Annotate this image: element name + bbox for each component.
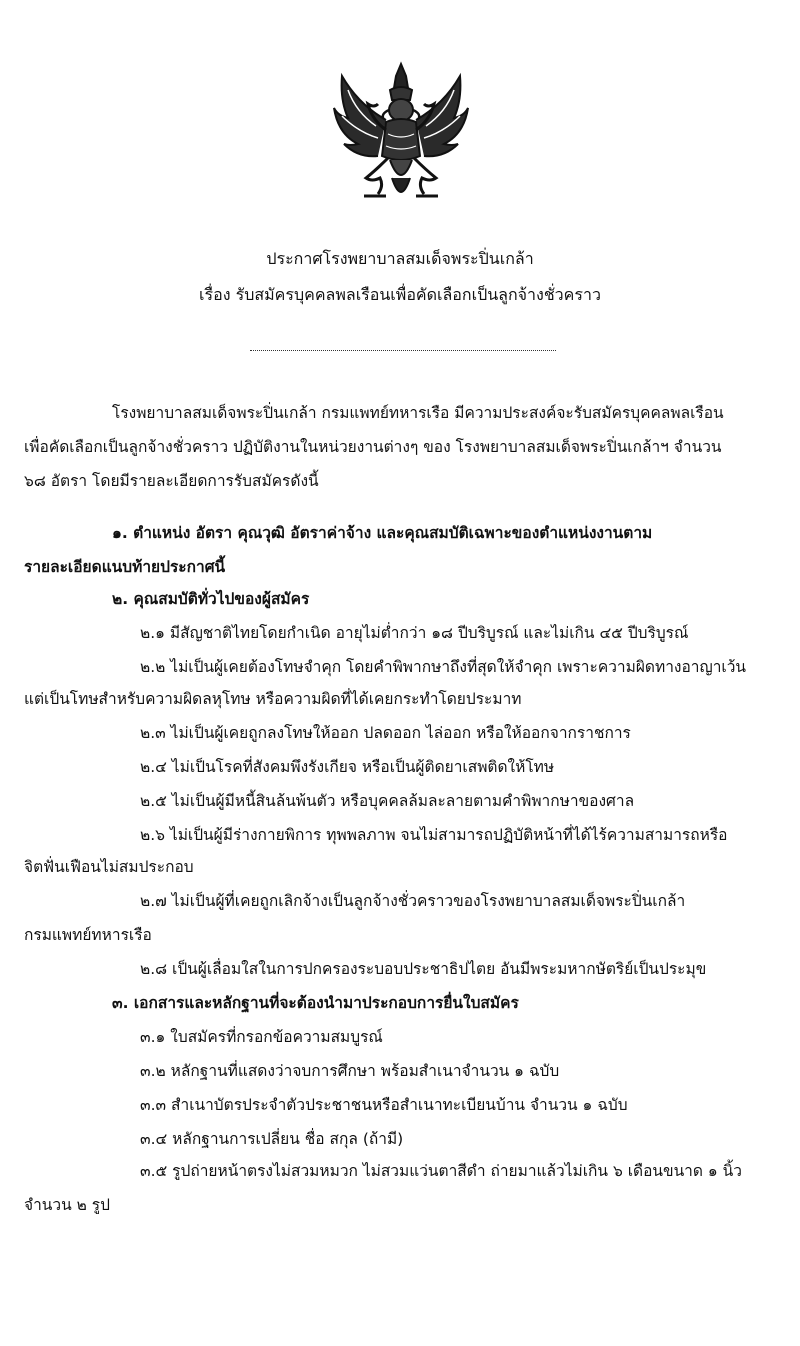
intro-line-3: ๖๘ อัตรา โดยมีรายละเอียดการรับสมัครดังนี้	[24, 472, 319, 490]
section3-item-3: ๓.๓ สำเนาบัตรประจำตัวประชาชนหรือสำเนาทะเบียนบ้าน จำนวน ๑ ฉบับ	[140, 1096, 628, 1114]
section2-item-6: ๒.๖ ไม่เป็นผู้มีร่างกายพิการ ทุพพลภาพ จนไม่สามารถปฏิบัติหน้าที่ได้ไร้ความสามารถหรือ	[140, 826, 728, 844]
announcement-subject: เรื่อง รับสมัครบุคคลพลเรือนเพื่อคัดเลือกเป็นลูกจ้างชั่วคราว	[199, 285, 601, 304]
section2-item-8: ๒.๘ เป็นผู้เลื่อมใสในการปกครองระบอบประชาธิปไตย อันมีพระมหากษัตริย์เป็นประมุข	[140, 960, 707, 978]
section3-item-4: ๓.๔ หลักฐานการเปลี่ยน ชื่อ สกุล (ถ้ามี)	[140, 1130, 404, 1148]
section2-item-7-cont: กรมแพทย์ทหารเรือ	[24, 926, 152, 944]
intro-line-2: เพื่อคัดเลือกเป็นลูกจ้างชั่วคราว ปฏิบัติงานในหน่วยงานต่างๆ ของ โรงพยาบาลสมเด็จพระปิ่นเกล้าฯ จำนวน	[24, 438, 722, 456]
section2-item-7: ๒.๗ ไม่เป็นผู้ที่เคยถูกเลิกจ้างเป็นลูกจ้างชั่วคราวของโรงพยาบาลสมเด็จพระปิ่นเกล้า	[140, 892, 686, 910]
section1-heading: ๑. ตำแหน่ง อัตรา คุณวุฒิ อัตราค่าจ้าง และคุณสมบัติเฉพาะของตำแหน่งงานตาม	[112, 524, 653, 542]
section2-item-2-cont: แต่เป็นโทษสำหรับความผิดลหุโทษ หรือความผิดที่ได้เคยกระทำโดยประมาท	[24, 690, 522, 708]
section2-item-6-cont: จิตฟั่นเฟือนไม่สมประกอบ	[24, 858, 194, 876]
section3-item-5-cont: จำนวน ๒ รูป	[24, 1196, 110, 1214]
section2-item-2: ๒.๒ ไม่เป็นผู้เคยต้องโทษจำคุก โดยคำพิพากษาถึงที่สุดให้จำคุก เพราะความผิดทางอาญาเว้น	[140, 658, 746, 676]
section2-heading: ๒. คุณสมบัติทั่วไปของผู้สมัคร	[112, 590, 310, 608]
section2-item-5: ๒.๕ ไม่เป็นผู้มีหนี้สินล้นพ้นตัว หรือบุคคลล้มละลายตามคำพิพากษาของศาล	[140, 792, 635, 810]
section2-item-4: ๒.๔ ไม่เป็นโรคที่สังคมพึงรังเกียจ หรือเป็นผู้ติดยาเสพติดให้โทษ	[140, 758, 555, 776]
section2-item-1: ๒.๑ มีสัญชาติไทยโดยกำเนิด อายุไม่ต่ำกว่า ๑๘ ปีบริบูรณ์ และไม่เกิน ๔๕ ปีบริบูรณ์	[140, 624, 689, 642]
section2-item-3: ๒.๓ ไม่เป็นผู้เคยถูกลงโทษให้ออก ปลดออก ไล่ออก หรือให้ออกจากราชการ	[140, 724, 631, 742]
intro-line-1: โรงพยาบาลสมเด็จพระปิ่นเกล้า กรมแพทย์ทหารเรือ มีความประสงค์จะรับสมัครบุคคลพลเรือน	[112, 404, 724, 422]
announcement-title: ประกาศโรงพยาบาลสมเด็จพระปิ่นเกล้า	[266, 249, 534, 268]
section3-item-1: ๓.๑ ใบสมัครที่กรอกข้อความสมบูรณ์	[140, 1028, 383, 1046]
section3-item-2: ๓.๒ หลักฐานที่แสดงว่าจบการศึกษา พร้อมสำเนาจำนวน ๑ ฉบับ	[140, 1062, 560, 1080]
section3-heading: ๓. เอกสารและหลักฐานที่จะต้องนำมาประกอบการยื่นใบสมัคร	[112, 994, 519, 1012]
garuda-emblem-icon	[328, 60, 474, 208]
section1-heading-cont: รายละเอียดแนบท้ายประกาศนี้	[24, 558, 226, 576]
section3-item-5: ๓.๕ รูปถ่ายหน้าตรงไม่สวมหมวก ไม่สวมแว่นตาสีดำ ถ่ายมาแล้วไม่เกิน ๖ เดือนขนาด ๑ นิ้ว	[140, 1162, 742, 1180]
separator-dotted-line	[250, 350, 556, 351]
